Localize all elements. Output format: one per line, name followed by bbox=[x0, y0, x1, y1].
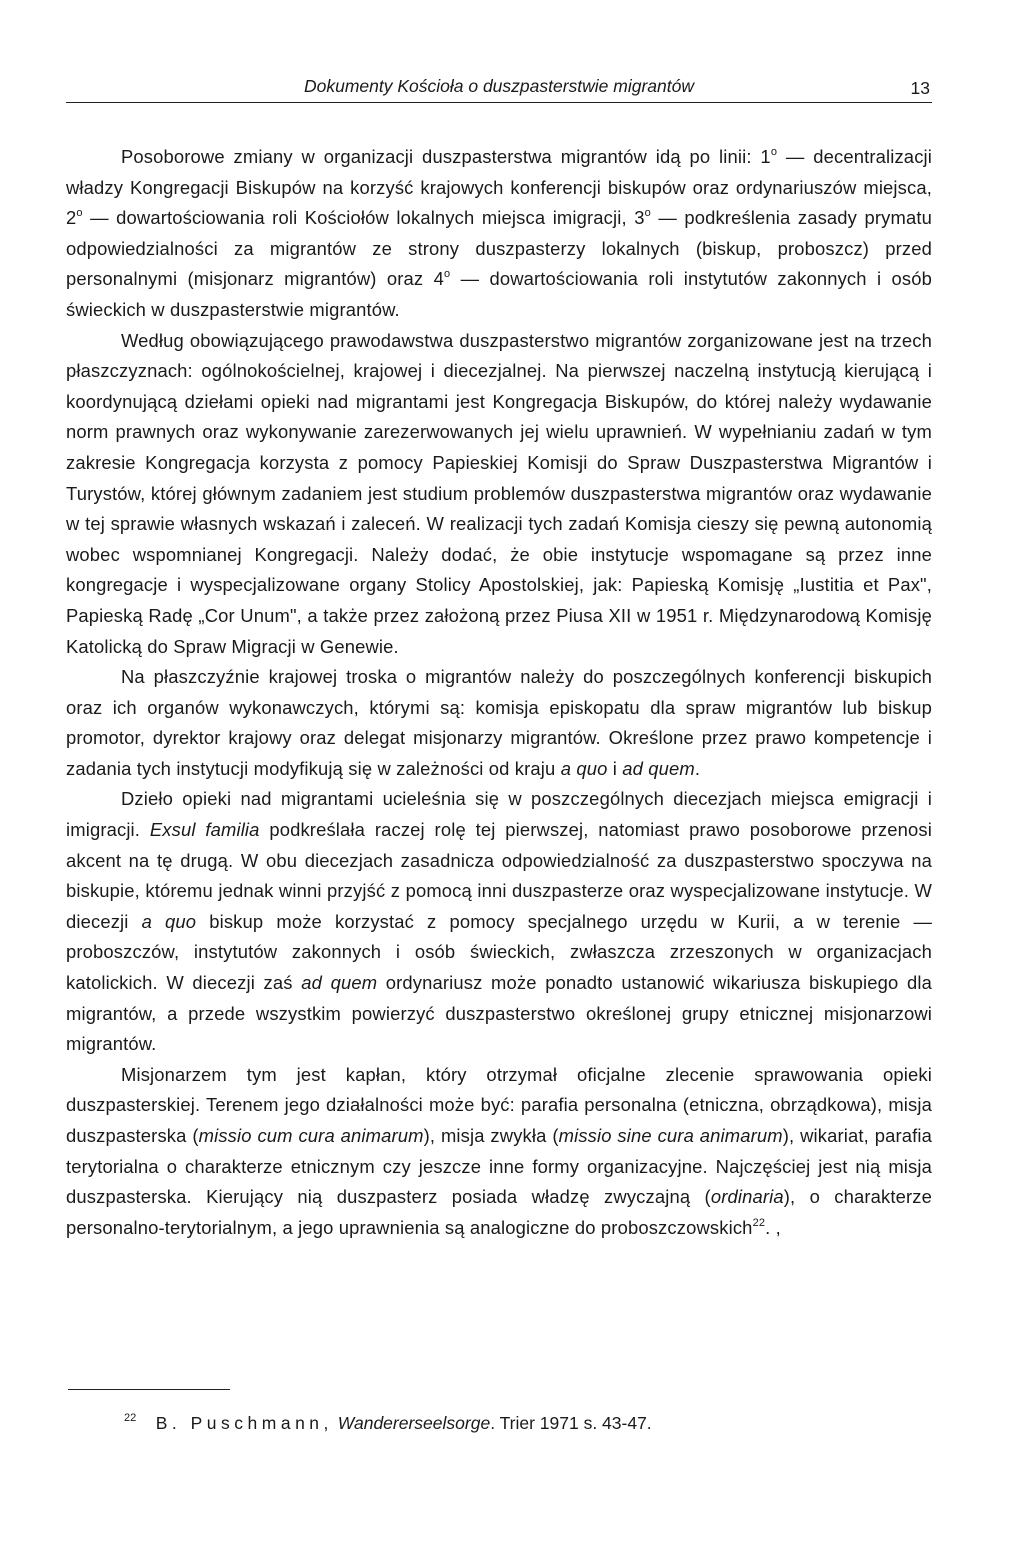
italic-phrase: Exsul familia bbox=[149, 819, 260, 841]
footnote-work-title: Wandererseelsorge bbox=[337, 1413, 491, 1433]
text-run: — podkreślenia zasady prymatu odpowiedzialności za migrantów ze strony duszpasterzy lokalnych (biskup, proboszcz) przed personalnymi (misjonarz migrantów) oraz 4 bbox=[66, 207, 932, 290]
italic-phrase: missio cum cura animarum bbox=[198, 1125, 424, 1146]
footnote-rule bbox=[68, 1389, 230, 1390]
footnote-marker: 22 bbox=[124, 1412, 137, 1424]
text-run: . bbox=[694, 757, 701, 779]
superscript: o bbox=[644, 207, 651, 220]
running-title: Dokumenty Kościoła o duszpasterstwie migrantów bbox=[303, 76, 695, 96]
paragraph-2 bbox=[66, 326, 932, 663]
text-run: ), o charakterze personalno-terytorialnym, a jego uprawnienia są analogiczne do proboszczowskich bbox=[66, 1186, 932, 1238]
text-run: — decentralizacji władzy Kongregacji Biskupów na korzyść krajowych konferencji biskupów oraz ordynariuszów miejsca, 2 bbox=[66, 146, 933, 229]
text-run: Na płaszczyźnie krajowej troska o migrantów należy do poszczególnych konferencji biskupich oraz ich organów wykonawczych, którymi są: komisja episkopatu dla spraw migrantów lub biskup promotor, dyrektor krajowy oraz delegat misjonarzy migrantów. Określone przez prawo kompetencje i zadania tych instytucji modyfikują się w zależności od kraju bbox=[66, 666, 932, 779]
italic-phrase: ad quem bbox=[622, 757, 695, 779]
main-text bbox=[66, 142, 932, 1243]
text-run: Posoborowe zmiany w organizacji duszpasterstwa migrantów idą po linii: 1 bbox=[121, 146, 771, 167]
running-header bbox=[66, 76, 932, 103]
text-run: i bbox=[607, 757, 623, 779]
text-run: Dzieło opieki nad migrantami ucieleśnia się w poszczególnych diecezjach miejsca emigracji i imigracji. bbox=[66, 788, 932, 841]
footnote-author: B. Puschmann, bbox=[155, 1413, 333, 1433]
footnote-details: . Trier 1971 s. 43-47. bbox=[490, 1413, 652, 1433]
superscript: 22 bbox=[752, 1216, 766, 1229]
text-run: podkreślała raczej rolę tej pierwszej, natomiast prawo posoborowe przenosi akcent na tę drugą. W obu diecezjach zasadnicza odpowiedzialność za duszpasterstwo spoczywa na biskupie, któremu jednak winni przyjść z pomocą inni duszpasterze oraz wyspecjalizowane instytucje. W diecezji bbox=[66, 819, 932, 932]
superscript: o bbox=[770, 146, 778, 158]
superscript: o bbox=[76, 207, 83, 220]
text-run: biskup może korzystać z pomocy specjalnego urzędu w Kurii, a w terenie — proboszczów, instytutów zakonnych i osób świeckich, zwłaszcza zrzeszonych w organizacjach katolickich. W diecezji zaś bbox=[66, 910, 932, 994]
paragraph-1 bbox=[66, 142, 932, 326]
text-run: Według obowiązującego prawodawstwa duszpasterstwo migrantów zorganizowane jest na trzech płaszczyznach: ogólnokościelnej, krajowej i diecezjalnej. Na pierwszej naczelną instytucją kierującą i koordynującą dziełami opieki nad migrantami jest Kongregacja Biskupów, do której należy wydawanie norm prawnych oraz wykonywanie zarezerwowanych jej wielu uprawnień. W wypełnianiu zadań w tym zakresie Kongregacja korzysta z pomocy Papieskiej Komisji do Spraw Duszpasterstwa Migrantów i Turystów, której głównym zadaniem jest studium problemów duszpasterstwa migrantów oraz wydawanie w tej sprawie własnych wskazań i zaleceń. W realizacji tych zadań Komisja cieszy się pewną autonomią wobec wspomnianej Kongregacji. Należy dodać, że obie instytucje wspomagane są przez inne kongregacje i wyspecjalizowane organy Stolicy Apostolskiej, jak: Papieską Komisję „Iustitia et Pax", Papieską Radę „Cor Unum", a także przez założoną przez Piusa XII w 1951 r. Międzynarodową Komisję Katolicką do Spraw Migracji w Genewie. bbox=[66, 329, 932, 657]
paragraph-3 bbox=[66, 662, 932, 784]
footnote bbox=[124, 1413, 652, 1434]
superscript: o bbox=[443, 268, 451, 281]
paragraph-4 bbox=[66, 784, 932, 1059]
text-run: — dowartościowania roli instytutów zakonnych i osób świeckich w duszpasterstwie migrantów. bbox=[66, 268, 932, 320]
text-run: ordynariusz może ponadto ustanowić wikariusza biskupiego dla migrantów, a przede wszystkim powierzyć duszpasterstwo określonej grupy etnicznej misjonarzowi migrantów. bbox=[66, 972, 933, 1055]
text-run: ), misja zwykła ( bbox=[423, 1125, 559, 1146]
italic-phrase: a quo bbox=[560, 757, 608, 779]
italic-phrase: missio sine cura animarum bbox=[558, 1125, 783, 1146]
text-run: . , bbox=[765, 1216, 781, 1238]
paragraph-5 bbox=[66, 1060, 932, 1244]
italic-phrase: ad quem bbox=[301, 972, 378, 994]
text-run: Misjonarzem tym jest kapłan, który otrzymał oficjalne zlecenie sprawowania opieki duszpasterskiej. Terenem jego działalności może być: parafia personalna (etniczna, obrządkowa), misja duszpasterska ( bbox=[66, 1063, 932, 1146]
text-run: ), wikariat, parafia terytorialna o charakterze etnicznym czy jeszcze inne formy organizacyjne. Najczęściej jest nią misja duszpasterska. Kierujący nią duszpasterz posiada władzę zwyczajną ( bbox=[66, 1125, 932, 1208]
italic-phrase: ordinaria bbox=[710, 1186, 784, 1208]
page-number: 13 bbox=[910, 78, 930, 98]
italic-phrase: a quo bbox=[141, 910, 197, 932]
text-run: — dowartościowania roli Kościołów lokalnych miejsca imigracji, 3 bbox=[82, 207, 645, 229]
